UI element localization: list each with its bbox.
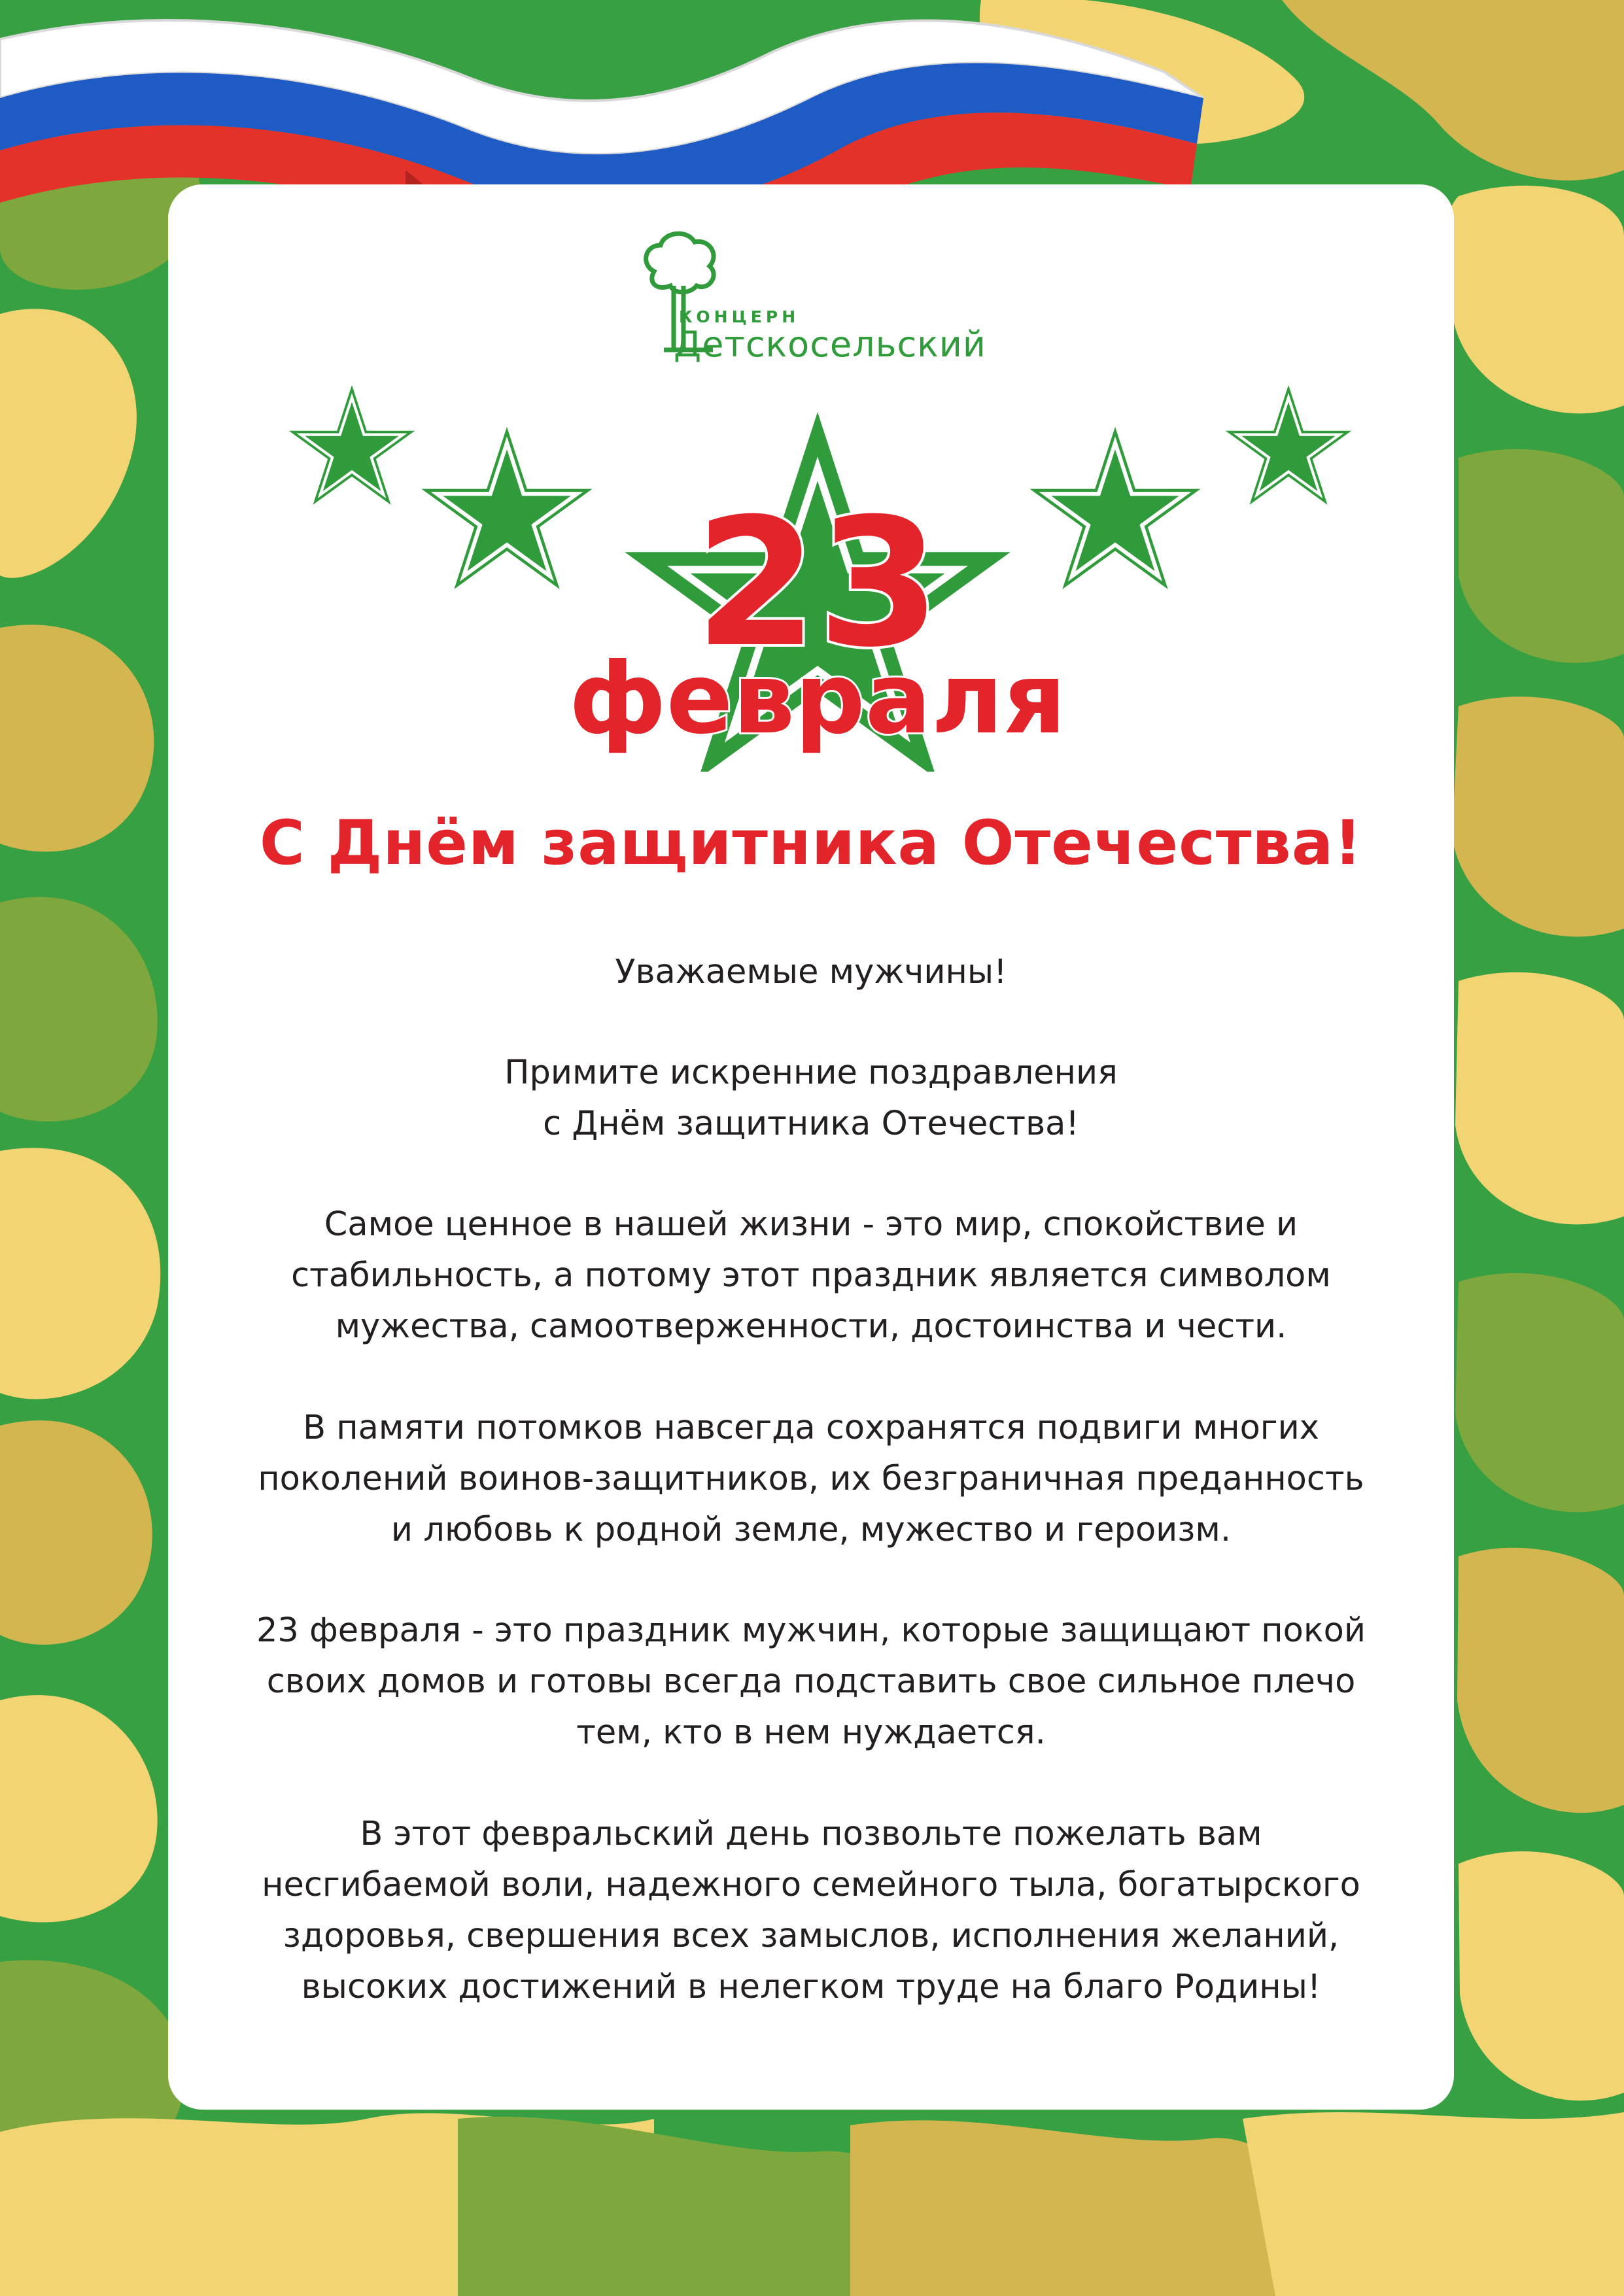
paragraph-4 <box>168 1605 1454 1758</box>
star-icon <box>293 389 411 502</box>
paragraph-5 <box>168 1809 1454 2013</box>
text-line: стабильность, а потому этот праздник является символом <box>291 1256 1331 1295</box>
holiday-emblem <box>281 386 1354 772</box>
paragraph-1 <box>168 1048 1454 1150</box>
text-line: несгибаемой воли, надежного семейного тыла, богатырского <box>262 1866 1360 1904</box>
text-line: В этот февральский день позвольте пожелать вам <box>360 1815 1262 1853</box>
text-line: тем, кто в нем нуждается. <box>576 1713 1046 1752</box>
text-line: 23 февраля - это праздник мужчин, которые защищают покой <box>256 1611 1366 1650</box>
greeting-line: Уважаемые мужчины! <box>615 953 1007 991</box>
emblem-month: февраля <box>568 642 1067 756</box>
paragraph-3 <box>168 1403 1454 1556</box>
text-line: своих домов и готовы всегда подставить свое сильное плечо <box>266 1662 1356 1701</box>
emblem-number: 23 <box>695 480 941 686</box>
text-line: Самое ценное в нашей жизни - это мир, спокойствие и <box>324 1205 1298 1244</box>
text-line: Примите искренние поздравления <box>504 1054 1118 1092</box>
headline: С Днём защитника Отечества! <box>259 808 1363 879</box>
paragraph-2 <box>168 1199 1454 1352</box>
star-icon <box>1230 389 1348 502</box>
logo-brand-name: Детскосельский <box>674 324 986 365</box>
star-icon <box>426 432 587 585</box>
text-line: здоровья, свершения всех замыслов, исполнения желаний, <box>283 1917 1339 1955</box>
text-line: и любовь к родной земле, мужество и героизм. <box>390 1511 1232 1549</box>
text-line: В памяти потомков навсегда сохранятся подвиги многих <box>303 1409 1319 1447</box>
star-icon <box>1034 432 1196 585</box>
company-logo <box>634 226 1027 366</box>
text-line: поколений воинов-защитников, их безграничная преданность <box>258 1460 1364 1498</box>
text-line: с Днём защитника Отечества! <box>543 1105 1079 1143</box>
greeting <box>168 947 1454 998</box>
text-line: высоких достижений в нелегком труде на благо Родины! <box>301 1968 1321 2006</box>
logo-small-text: КОНЦЕРН <box>679 307 800 326</box>
text-line: мужества, самоотверженности, достоинства и чести. <box>335 1307 1287 1346</box>
